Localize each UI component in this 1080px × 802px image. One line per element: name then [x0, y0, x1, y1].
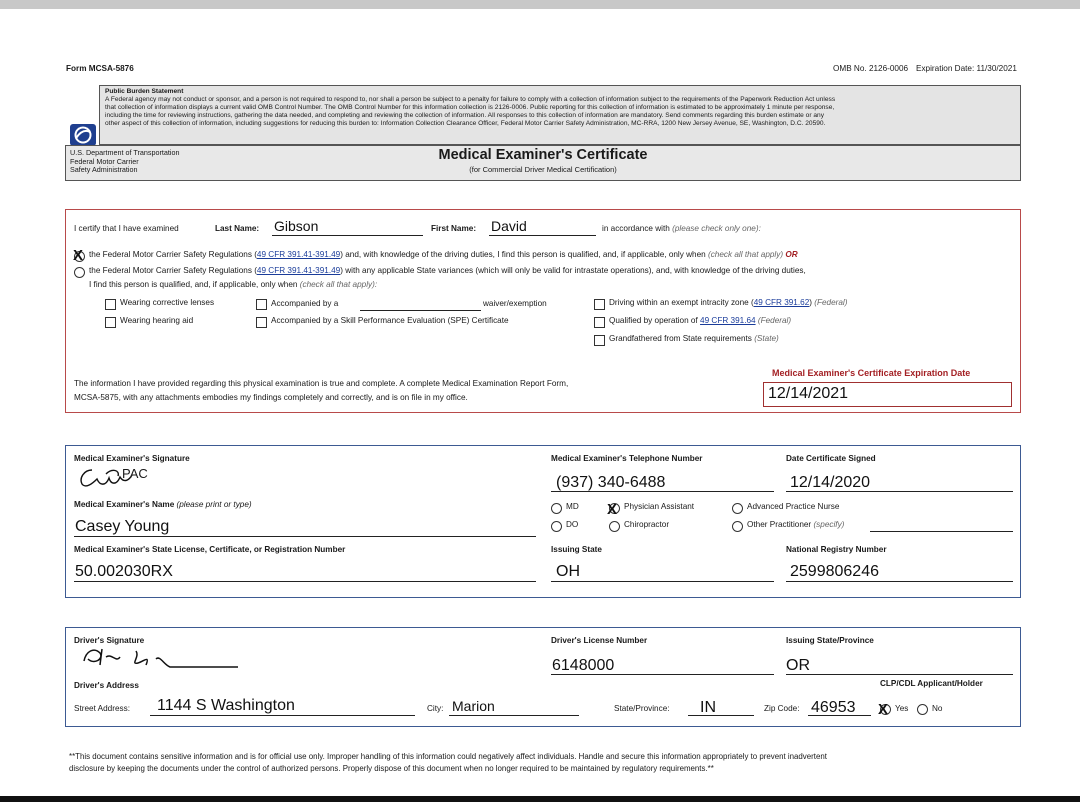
omb-number: OMB No. 2126-0006: [833, 64, 909, 73]
issuing-state-value: OH: [556, 563, 580, 580]
driver-signature-label: Driver's Signature: [74, 636, 145, 645]
intracity-label: [609, 298, 847, 307]
form-number: Form MCSA-5876: [66, 64, 134, 73]
driver-address-label: Driver's Address: [74, 681, 139, 690]
driver-signature-icon: [80, 643, 240, 671]
first-name-label: First Name:: [431, 224, 477, 233]
last-name-line: [272, 235, 423, 236]
bottom-edge-bar: [0, 796, 1080, 802]
driver-issuing-value: OR: [786, 657, 810, 674]
driver-license-value: 6148000: [552, 657, 615, 674]
city-label: City:: [427, 704, 444, 713]
issuing-state-line: [551, 581, 774, 582]
agency-line: U.S. Department of Transportation: [70, 148, 180, 157]
driver-license-line: [551, 674, 774, 675]
chiropractor-label: Chiropractor: [624, 520, 670, 529]
lenses-checkbox[interactable]: [105, 299, 116, 310]
apn-label: Advanced Practice Nurse: [747, 502, 840, 511]
statement-line2: MCSA-5875, with any attachments embodies my findings completely and correctly, and is on file in my office.: [74, 393, 468, 402]
examiner-name-label-text: Medical Examiner's Name: [74, 500, 175, 509]
pa-check-mark: X: [607, 501, 618, 518]
clp-yes-label: Yes: [895, 704, 909, 713]
license-value: 50.002030RX: [75, 563, 173, 580]
certificate-subtitle: (for Commercial Driver Medical Certification): [469, 165, 617, 174]
option1-or: OR: [785, 250, 798, 259]
option1-note: (check all that apply): [707, 250, 784, 259]
option1-text-a: the Federal Motor Carrier Safety Regulations (: [89, 250, 257, 259]
expiration-date-label: Medical Examiner's Certificate Expiration Date: [772, 368, 971, 378]
intracity-cfr-link[interactable]: 49 CFR 391.62: [753, 298, 810, 307]
grandfathered-note: (State): [754, 334, 779, 343]
examiner-name-note: (please print or type): [176, 500, 252, 509]
option2-note: (check all that apply):: [299, 280, 378, 289]
clp-cdl-label: CLP/CDL Applicant/Holder: [880, 679, 983, 688]
md-label: MD: [566, 502, 579, 511]
option1-text: [89, 250, 798, 259]
spe-label: Accompanied by a Skill Performance Evaluation (SPE) Certificate: [271, 316, 509, 325]
option1-check-mark: X: [73, 247, 84, 264]
zip-label: Zip Code:: [764, 704, 800, 713]
burden-line: including the time for reviewing instructions, gathering the data needed, and completing and reviewing the collection of information. All responses to this collection of information are mandatory. Send comments regarding this burden estimate or any: [105, 112, 824, 120]
examiner-name-value: Casey Young: [75, 518, 170, 535]
city-value: Marion: [452, 698, 495, 714]
first-name-field[interactable]: David: [491, 218, 527, 234]
license-line: [74, 581, 536, 582]
hearing-aid-checkbox[interactable]: [105, 317, 116, 328]
driver-issuing-label: Issuing State/Province: [786, 636, 874, 645]
street-value: 1144 S Washington: [157, 697, 295, 714]
agency-line: Federal Motor Carrier: [70, 156, 139, 166]
option2-cfr-link[interactable]: 49 CFR 391.41-391.49: [256, 266, 341, 275]
state-value: IN: [700, 699, 716, 716]
accordance-note: (please check only one):: [672, 224, 761, 233]
clp-no-radio[interactable]: [917, 704, 928, 715]
examiner-signature-label: Medical Examiner's Signature: [74, 454, 190, 463]
zip-value: 46953: [811, 699, 856, 716]
clp-no-label: No: [932, 704, 943, 713]
zip-line: [808, 715, 871, 716]
option1-text-b: ) and, with knowledge of the driving duties, I find this person is qualified, and, if applicable, only when: [340, 250, 706, 259]
grandfathered-text: Grandfathered from State requirements: [609, 334, 752, 343]
street-line: [150, 715, 415, 716]
qualified-checkbox[interactable]: [594, 317, 605, 328]
state-label: State/Province:: [614, 704, 670, 713]
date-signed-line: [786, 491, 1013, 492]
expiration-date-value: 12/14/2021: [768, 385, 849, 402]
grandfathered-checkbox[interactable]: [594, 335, 605, 346]
option2-text-a: the Federal Motor Carrier Safety Regulations (: [89, 266, 257, 275]
other-practitioner-radio[interactable]: [732, 521, 743, 532]
examiner-name-line: [74, 536, 536, 537]
driver-issuing-line: [786, 674, 1013, 675]
option2-radio[interactable]: [74, 267, 85, 278]
apn-radio[interactable]: [732, 503, 743, 514]
other-practitioner-note: (specify): [813, 520, 845, 529]
option2-text: [89, 266, 806, 275]
accordance-text: [602, 224, 761, 233]
do-label: DO: [566, 520, 579, 529]
waiver-label-b: waiver/exemption: [483, 299, 547, 308]
hearing-aid-label: Wearing hearing aid: [120, 316, 194, 325]
state-line: [688, 715, 754, 716]
last-name-label: Last Name:: [215, 224, 260, 233]
burden-line: A Federal agency may not conduct or sponsor, and a person is not required to respond to, nor shall a person be subject to a penalty for failure to comply with a collection of information subject to the requirements of the Paperwork Reduction Act unless: [105, 96, 836, 104]
chiropractor-radio[interactable]: [609, 521, 620, 532]
issuing-state-label: Issuing State: [551, 545, 602, 554]
intracity-text: Driving within an exempt intracity zone (: [609, 298, 754, 307]
registry-line: [786, 581, 1013, 582]
waiver-label-a: Accompanied by a: [271, 299, 339, 308]
examiner-phone-line: [551, 491, 774, 492]
qualified-note: (Federal): [757, 316, 792, 325]
md-radio[interactable]: [551, 503, 562, 514]
last-name-field[interactable]: Gibson: [274, 218, 319, 234]
option2-line2-text: I find this person is qualified, and, if applicable, only when: [89, 280, 298, 289]
date-signed-label: Date Certificate Signed: [786, 454, 876, 463]
agency-line: Safety Administration: [70, 165, 138, 174]
grandfathered-label: [609, 334, 779, 343]
public-burden-statement: [99, 85, 1021, 145]
do-radio[interactable]: [551, 521, 562, 532]
lenses-label: Wearing corrective lenses: [120, 298, 215, 307]
waiver-checkbox[interactable]: [256, 299, 267, 310]
street-label: Street Address:: [74, 704, 130, 713]
dot-logo-icon: [70, 124, 96, 146]
examiner-signature-text: PAC: [122, 466, 148, 481]
top-edge-bar: [0, 0, 1080, 9]
driver-license-label: Driver's License Number: [551, 636, 648, 645]
certify-prefix: I certify that I have examined: [74, 224, 179, 233]
other-practitioner-line[interactable]: [870, 531, 1013, 532]
option2-line2: [89, 280, 377, 289]
registry-label: National Registry Number: [786, 545, 887, 554]
option2-text-b: ) with any applicable State variances (which will only be valid for intrastate operations), and, with knowledge of the driving duties,: [340, 266, 806, 275]
spe-checkbox[interactable]: [256, 317, 267, 328]
statement-line1: The information I have provided regarding this physical examination is true and complete. A complete Medical Examination Report Form,: [74, 379, 569, 388]
qualified-label: [609, 316, 791, 325]
certificate-title: Medical Examiner's Certificate: [438, 147, 648, 163]
burden-line: that collection of information displays a current valid OMB Control Number. The OMB Control Number for this information collection is 2126-0006. Public reporting for this collection of information is estimated to be approximately 1 minute per response,: [105, 104, 835, 112]
registry-value: 2599806246: [790, 563, 879, 580]
waiver-line[interactable]: [360, 310, 481, 311]
first-name-line: [489, 235, 596, 236]
intracity-checkbox[interactable]: [594, 299, 605, 310]
clp-yes-check-mark: X: [878, 701, 889, 718]
intracity-note: (Federal): [814, 298, 848, 307]
option1-cfr-link[interactable]: 49 CFR 391.41-391.49: [256, 250, 341, 259]
footer-line1: **This document contains sensitive information and is for official use only. Improper handling of this information could negatively affect individuals. Handle and secure this information appropriately to prevent inadvertent: [69, 752, 827, 761]
burden-line: other aspect of this collection of information, including suggestions for reducing this burden to: Information Collection Clearance Officer, Federal Motor Carrier Safety Administration, MC-RRA, 1200 New Jersey Avenue, SE, Washington, D.C. 20590.: [105, 120, 826, 128]
intracity-paren: ): [809, 298, 812, 307]
examiner-phone-value: (937) 340-6488: [556, 474, 666, 491]
burden-title: Public Burden Statement: [105, 88, 184, 95]
form-expiration: Expiration Date: 11/30/2021: [916, 64, 1017, 73]
city-line: [449, 715, 579, 716]
pa-label: Physician Assistant: [624, 502, 695, 511]
qualified-cfr-link[interactable]: 49 CFR 391.64: [700, 316, 756, 325]
accordance-label: in accordance with: [602, 224, 670, 233]
other-practitioner-text: Other Practitioner: [747, 520, 812, 529]
date-signed-value: 12/14/2020: [790, 474, 871, 491]
qualified-text: Qualified by operation of: [609, 316, 698, 325]
license-label: Medical Examiner's State License, Certificate, or Registration Number: [74, 545, 346, 554]
footer-line2: disclosure by keeping the documents under the control of authorized persons. Properly dispose of this document when no longer required to be maintained by regulatory requirements.**: [69, 764, 714, 773]
examiner-name-label: [74, 500, 252, 509]
examiner-phone-label: Medical Examiner's Telephone Number: [551, 454, 703, 463]
other-practitioner-label: [747, 520, 844, 529]
